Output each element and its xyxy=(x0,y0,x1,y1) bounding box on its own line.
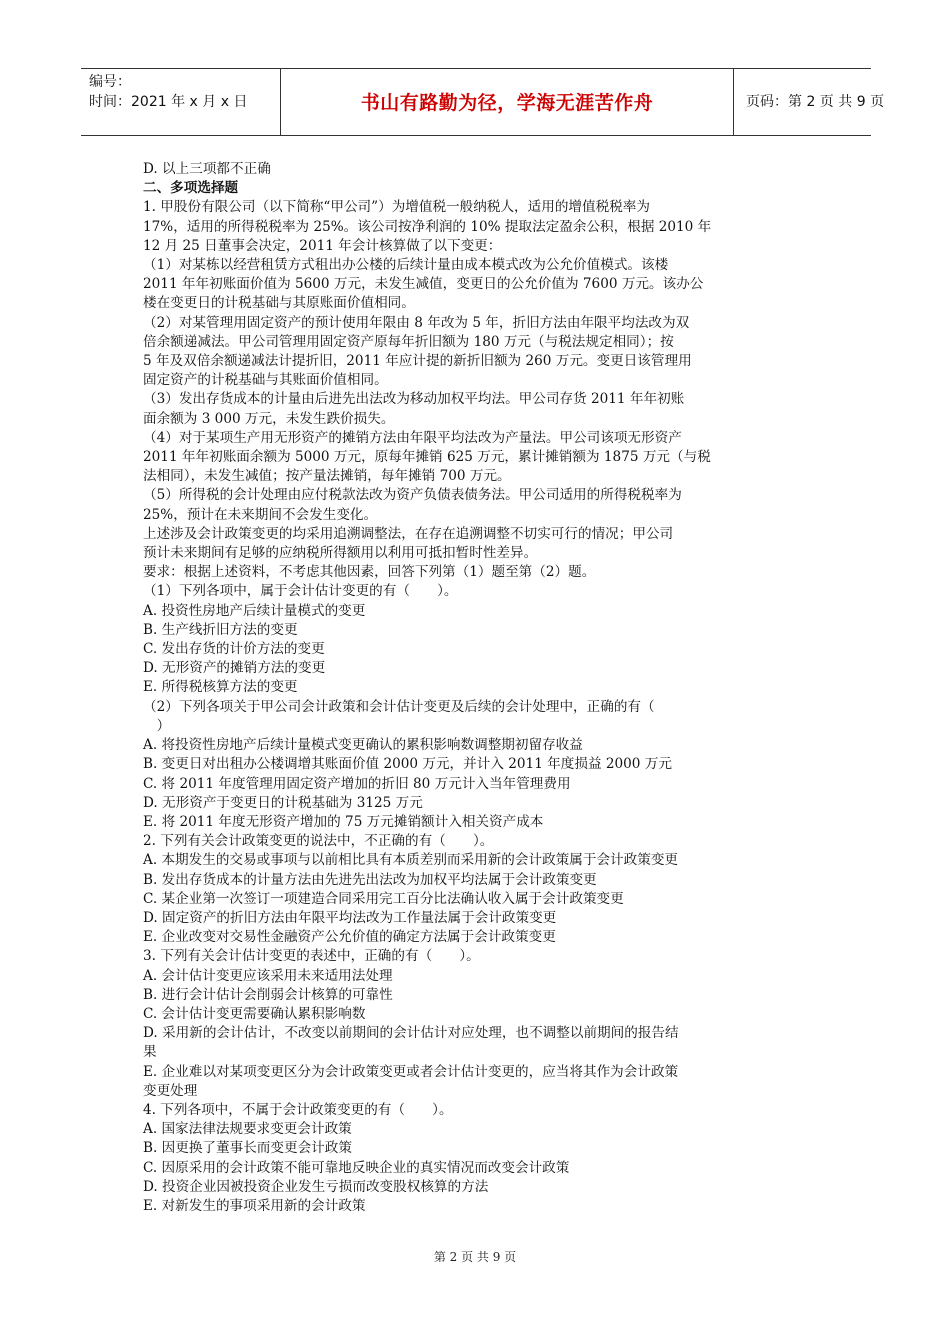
text-line: 预计未来期间有足够的应纳税所得额用以利用可抵扣暂时性差异。 xyxy=(143,545,538,562)
text-line: C. 因原采用的会计政策不能可靠地反映企业的真实情况而改变会计政策 xyxy=(143,1159,570,1176)
text-line: 3. 下列有关会计估计变更的表述中，正确的有（ ）。 xyxy=(143,948,480,965)
text-line: A. 投资性房地产后续计量模式的变更 xyxy=(143,602,366,619)
text-line: 2. 下列有关会计政策变更的说法中，不正确的有（ ）。 xyxy=(143,833,494,850)
text-line: 固定资产的计税基础与其账面价值相同。 xyxy=(143,372,388,389)
text-line: 12 月 25 日董事会决定，2011 年会计核算做了以下变更： xyxy=(143,237,502,254)
text-line: D. 无形资产于变更日的计税基础为 3125 万元 xyxy=(143,794,423,811)
text-line: C. 将 2011 年度管理用固定资产增加的折旧 80 万元计入当年管理费用 xyxy=(143,775,571,792)
text-line: 法相同），未发生减值；按产量法摊销，每年摊销 700 万元。 xyxy=(143,468,511,485)
text-line: 面余额为 3 000 万元，未发生跌价损失。 xyxy=(143,410,395,427)
text-line: C. 发出存货的计价方法的变更 xyxy=(143,641,325,658)
document-time-label: 时间：2021 年 x 月 x 日 xyxy=(89,94,248,110)
text-line: B. 因更换了董事长而变更会计政策 xyxy=(143,1140,352,1157)
document-body xyxy=(143,160,808,1216)
text-line: 变更处理 xyxy=(143,1082,198,1099)
text-line: （4）对于某项生产用无形资产的摊销方法由年限平均法改为产量法。甲公司该项无形资产 xyxy=(143,429,682,446)
text-line: C. 会计估计变更需要确认累积影响数 xyxy=(143,1005,366,1022)
header-page-cell xyxy=(734,69,885,135)
text-line: 倍余额递减法。甲公司管理用固定资产原每年折旧额为 180 万元（与税法规定相同）；按 xyxy=(143,333,674,350)
text-line: B. 变更日对出租办公楼调增其账面价值 2000 万元，并计入 2011 年度损益 2000 万元 xyxy=(143,756,672,773)
text-line: E. 所得税核算方法的变更 xyxy=(143,679,298,696)
text-line: E. 企业改变对交易性金融资产公允价值的确定方法属于会计政策变更 xyxy=(143,929,556,946)
text-line: D. 采用新的会计估计，不改变以前期间的会计估计对应处理，也不调整以前期间的报告结 xyxy=(143,1025,679,1042)
text-line: 25%，预计在未来期间不会发生变化。 xyxy=(143,506,378,523)
text-line: E. 将 2011 年度无形资产增加的 75 万元摊销额计入相关资产成本 xyxy=(143,813,544,830)
text-line: 17%，适用的所得税税率为 25%。该公司按净利润的 10% 提取法定盈余公积，根据 2010 年 xyxy=(143,218,712,235)
text-line: 上述涉及会计政策变更的均采用追溯调整法，在存在追溯调整不切实可行的情况；甲公司 xyxy=(143,525,674,542)
text-line: 要求：根据上述资料，不考虑其他因素，回答下列第（1）题至第（2）题。 xyxy=(143,564,596,581)
text-line: 2011 年年初账面余额为 5000 万元，原每年摊销 625 万元，累计摊销额为 1875 万元（与税 xyxy=(143,449,711,466)
text-line: C. 某企业第一次签订一项建造合同采用完工百分比法确认收入属于会计政策变更 xyxy=(143,890,624,907)
text-line: 4. 下列各项中，不属于会计政策变更的有（ ）。 xyxy=(143,1101,453,1118)
text-line: D. 投资企业因被投资企业发生亏损而改变股权核算的方法 xyxy=(143,1178,489,1195)
section-heading: 二、多项选择题 xyxy=(143,180,239,197)
document-number-label: 编号： xyxy=(89,74,131,90)
text-line: A. 本期发生的交易或事项与以前相比具有本质差别而采用新的会计政策属于会计政策变更 xyxy=(143,852,679,869)
text-line: B. 进行会计估计会削弱会计核算的可靠性 xyxy=(143,986,393,1003)
text-line: （5）所得税的会计处理由应付税款法改为资产负债表债务法。甲公司适用的所得税税率为 xyxy=(143,487,682,504)
header-motto: 书山有路勤为径，学海无涯苦作舟 xyxy=(360,92,654,114)
text-line: （2）下列各项关于甲公司会计政策和会计估计变更及后续的会计处理中，正确的有（ xyxy=(143,698,655,715)
page-footer: 第 2 页 共 9 页 xyxy=(433,1250,517,1264)
text-line: B. 生产线折旧方法的变更 xyxy=(143,621,298,638)
text-line: E. 企业难以对某项变更区分为会计政策变更或者会计估计变更的，应当将其作为会计政策 xyxy=(143,1063,679,1080)
text-line: 2011 年年初账面价值为 5600 万元，未发生减值，变更日的公允价值为 7600 万元。该办公 xyxy=(143,276,704,293)
text-line: （2）对某管理用固定资产的预计使用年限由 8 年改为 5 年，折旧方法由年限平均法改为双 xyxy=(143,314,690,331)
text-line: 5 年及双倍余额递减法计提折旧，2011 年应计提的新折旧额为 260 万元。变更日该管理用 xyxy=(143,353,692,370)
header-meta-cell xyxy=(81,69,281,135)
text-line: A. 会计估计变更应该采用未来适用法处理 xyxy=(143,967,393,984)
text-line: D. 固定资产的折旧方法由年限平均法改为工作量法属于会计政策变更 xyxy=(143,909,557,926)
text-line: A. 将投资性房地产后续计量模式变更确认的累积影响数调整期初留存收益 xyxy=(143,737,583,754)
text-line: B. 发出存货成本的计量方法由先进先出法改为加权平均法属于会计政策变更 xyxy=(143,871,597,888)
text-line: D. 以上三项都不正确 xyxy=(143,161,271,177)
text-line: ） xyxy=(143,717,171,734)
header-page-number: 页码：第 2 页 共 9 页 xyxy=(746,94,885,110)
text-line: （3）发出存货成本的计量由后进先出法改为移动加权平均法。甲公司存货 2011 年年初账 xyxy=(143,391,685,408)
text-line: 果 xyxy=(143,1044,157,1061)
text-line: 1. 甲股份有限公司（以下简称“甲公司”）为增值税一般纳税人，适用的增值税税率为 xyxy=(143,199,650,216)
text-line: D. 无形资产的摊销方法的变更 xyxy=(143,660,326,677)
text-line: E. 对新发生的事项采用新的会计政策 xyxy=(143,1197,366,1214)
text-line: （1）下列各项中，属于会计估计变更的有（ ）。 xyxy=(143,583,458,600)
text-line: 楼在变更日的计税基础与其原账面价值相同。 xyxy=(143,295,415,312)
page-header xyxy=(81,68,885,136)
text-line: （1）对某栋以经营租赁方式租出办公楼的后续计量由成本模式改为公允价值模式。该楼 xyxy=(143,257,669,274)
header-motto-cell xyxy=(281,69,734,135)
text-line: A. 国家法律法规要求变更会计政策 xyxy=(143,1121,352,1138)
